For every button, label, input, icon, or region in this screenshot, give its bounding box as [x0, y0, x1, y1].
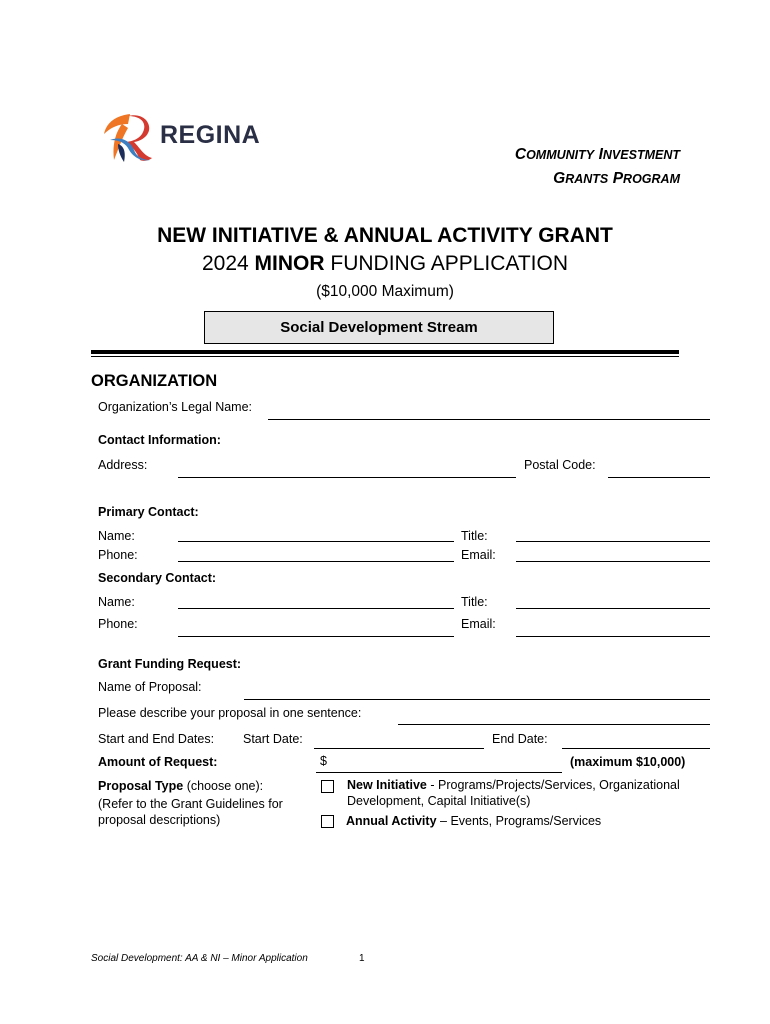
primary-title-label: Title:: [461, 529, 488, 543]
refer-guidelines-line1: (Refer to the Grant Guidelines for: [98, 797, 283, 811]
grant-request-heading: Grant Funding Request:: [98, 657, 242, 671]
secondary-name-field[interactable]: [178, 608, 454, 609]
stream-title: Social Development Stream: [280, 319, 478, 336]
end-date-label: End Date:: [492, 732, 548, 746]
program-line-1: COMMUNITY INVESTMENT: [514, 146, 680, 163]
maximum-note: (maximum $10,000): [570, 755, 686, 769]
logo-wordmark: REGINA: [160, 121, 261, 149]
secondary-email-label: Email:: [461, 617, 496, 631]
primary-phone-label: Phone:: [98, 548, 138, 562]
secondary-title-label: Title:: [461, 595, 488, 609]
new-initiative-checkbox[interactable]: [321, 780, 334, 793]
regina-r-logo-icon: [100, 110, 154, 164]
maximum-amount: ($10,000 Maximum): [316, 283, 454, 300]
postal-code-field[interactable]: [608, 477, 710, 478]
address-field[interactable]: [178, 477, 516, 478]
legal-name-field[interactable]: [268, 419, 710, 420]
end-date-field[interactable]: [562, 748, 710, 749]
annual-activity-option: Annual Activity – Events, Programs/Services: [346, 814, 602, 828]
organization-heading: ORGANIZATION: [91, 372, 218, 390]
secondary-contact-heading: Secondary Contact:: [98, 571, 217, 585]
dates-label: Start and End Dates:: [98, 732, 215, 746]
proposal-type-label: Proposal Type (choose one):: [98, 779, 264, 793]
primary-phone-field[interactable]: [178, 561, 454, 562]
secondary-name-label: Name:: [98, 595, 135, 609]
proposal-name-field[interactable]: [244, 699, 710, 700]
new-initiative-option: New Initiative - Programs/Projects/Services, Organizational: [347, 778, 680, 792]
primary-name-field[interactable]: [178, 541, 454, 542]
amount-label: Amount of Request:: [98, 755, 218, 769]
secondary-phone-label: Phone:: [98, 617, 138, 631]
amount-field[interactable]: [316, 772, 562, 773]
proposal-name-label: Name of Proposal:: [98, 680, 202, 694]
program-line-2: GRANTS PROGRAM: [553, 170, 680, 187]
address-label: Address:: [98, 458, 148, 472]
regina-logo: [100, 110, 280, 166]
contact-info-heading: Contact Information:: [98, 433, 221, 447]
start-date-field[interactable]: [314, 748, 484, 749]
dollar-sign: $: [320, 754, 327, 768]
start-date-label: Start Date:: [243, 732, 303, 746]
header-divider: [91, 350, 679, 358]
secondary-title-field[interactable]: [516, 608, 710, 609]
annual-activity-checkbox[interactable]: [321, 815, 334, 828]
primary-contact-heading: Primary Contact:: [98, 505, 199, 519]
stream-box: [204, 311, 554, 344]
form-title: NEW INITIATIVE & ANNUAL ACTIVITY GRANT: [157, 224, 613, 247]
primary-name-label: Name:: [98, 529, 135, 543]
new-initiative-option-line2: Development, Capital Initiative(s): [347, 794, 531, 808]
refer-guidelines-line2: proposal descriptions): [98, 813, 221, 827]
footer-document-name: Social Development: AA & NI – Minor Application: [91, 953, 308, 964]
secondary-email-field[interactable]: [516, 636, 710, 637]
legal-name-label: Organization’s Legal Name:: [98, 400, 253, 414]
describe-proposal-label: Please describe your proposal in one sentence:: [98, 706, 362, 720]
footer-page-number: 1: [359, 953, 365, 964]
postal-code-label: Postal Code:: [524, 458, 596, 472]
secondary-phone-field[interactable]: [178, 636, 454, 637]
primary-email-label: Email:: [461, 548, 496, 562]
describe-proposal-field[interactable]: [398, 724, 710, 725]
form-subtitle: 2024 MINOR FUNDING APPLICATION: [201, 252, 569, 275]
primary-email-field[interactable]: [516, 561, 710, 562]
primary-title-field[interactable]: [516, 541, 710, 542]
